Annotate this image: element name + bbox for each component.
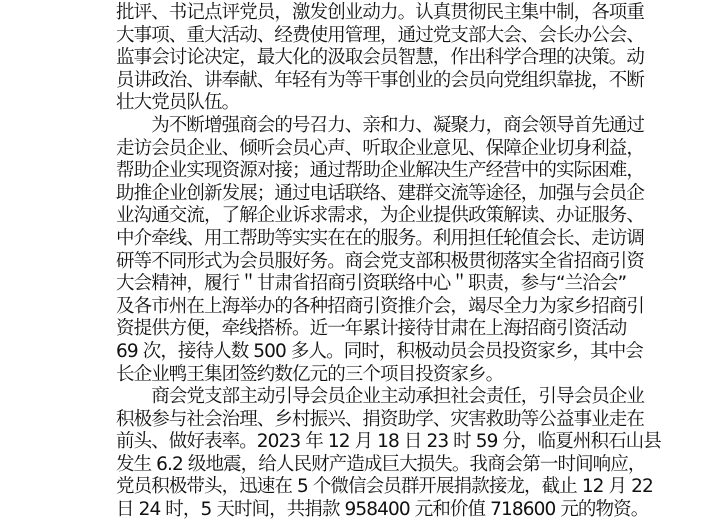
text-line: 为不断增强商会的号召力、亲和力、凝聚力，商会领导首先通过 — [116, 114, 645, 136]
text-line: 积极参与社会治理、乡村振兴、捐资助学、灾害救助等公益事业走在 — [116, 408, 645, 430]
text-line: 日 24 时，5 天时间，共捐款 958400 元和价值 718600 元的物资。 — [116, 499, 649, 521]
text-line: 批评、书记点评党员，激发创业动力。认真贯彻民主集中制，各项重 — [116, 2, 645, 23]
text-line: 前头、做好表率。2023 年 12 月 18 日 23 时 59 分，临夏州积石山县 — [116, 431, 661, 453]
text-line: 研等不同形式为会员服好务。商会党支部积极贯彻落实全省招商引资 — [116, 250, 645, 272]
text-line: 壮大党员队伍。 — [116, 92, 240, 114]
text-line: 监事会讨论决定，最大化的汲取会员智慧，作出科学合理的决策。动 — [116, 47, 645, 69]
text-line: 资提供方便，牵线搭桥。近一年累计接待甘肃在上海招商引资活动 — [116, 318, 627, 340]
text-line: 大事项、重大活动、经费使用管理，通过党支部大会、会长办公会、 — [116, 24, 645, 46]
text-line: 员讲政治、讲奉献、年轻有为等干事创业的会员向党组织靠拢，不断 — [116, 69, 645, 91]
text-line: 业沟通交流，了解企业诉求需求，为企业提供政策解读、办证服务、 — [116, 205, 645, 227]
text-line: 党员积极带头，迅速在 5 个微信会员群开展捐款接龙，截止 12 月 22 — [116, 476, 653, 498]
document-page — [116, 2, 661, 522]
text-line: 长企业鸭王集团签约数亿元的三个项目投资家乡。 — [116, 363, 504, 385]
text-line: 走访会员企业、倾听会员心声、听取企业意见、保障企业切身利益， — [116, 137, 645, 159]
text-line: 商会党支部主动引导会员企业主动承担社会责任，引导会员企业 — [116, 386, 645, 408]
text-line: 助推企业创新发展；通过电话联络、建群交流等途径，加强与会员企 — [116, 182, 645, 204]
text-line: 发生 6.2 级地震，给人民财产造成巨大损失。我商会第一时间响应， — [116, 453, 646, 475]
text-line: 及各市州在上海举办的各种招商引资推介会，竭尽全力为家乡招商引 — [116, 295, 645, 317]
text-line: 69 次，接待人数 500 多人。同时，积极动员会员投资家乡，其中会 — [116, 340, 643, 362]
text-line: 大会精神，履行＂甘肃省招商引资联络中心＂职责，参与“兰洽会” — [116, 273, 627, 295]
text-line: 帮助企业实现资源对接；通过帮助企业解决生产经营中的实际困难， — [116, 160, 645, 182]
text-line: 中介牵线、用工帮助等实实在在的服务。利用担任轮值会长、走访调 — [116, 227, 645, 249]
